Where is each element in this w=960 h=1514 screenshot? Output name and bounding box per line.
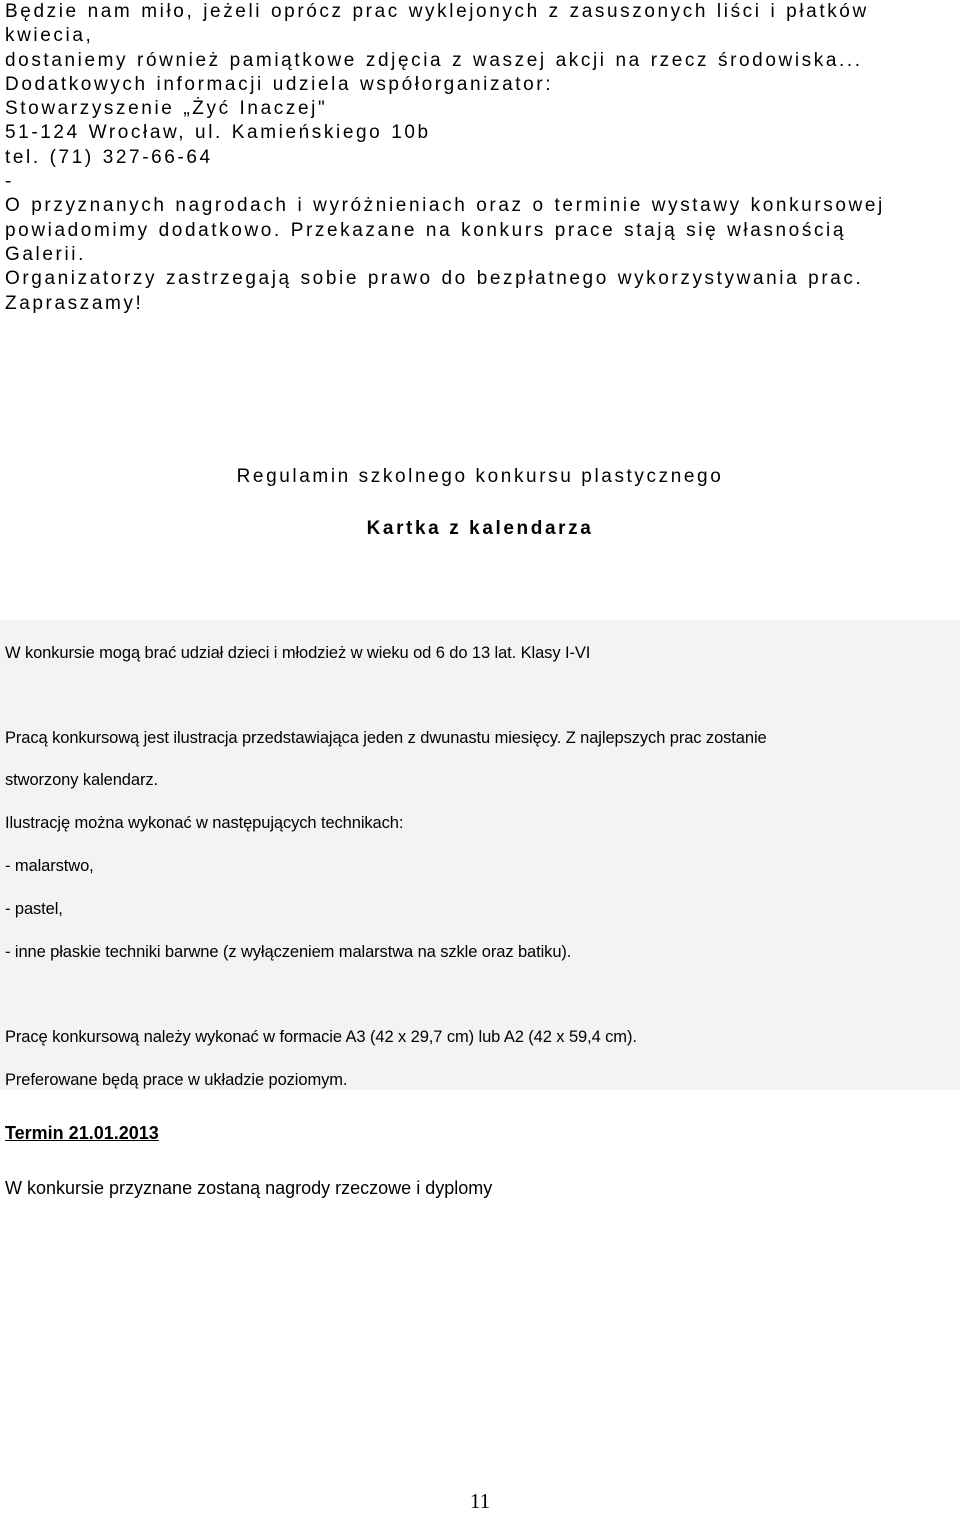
rules-paragraph-orientation: Preferowane będą prace w układzie poziomym. — [5, 1071, 348, 1089]
rules-paragraph-techniques: Ilustrację można wykonać w następujących technikach: — [5, 814, 404, 832]
prizes-line: W konkursie przyznane zostaną nagrody rzeczowe i dyplomy — [5, 1178, 493, 1198]
intro-line-phone: tel. (71) 327-66-64 — [5, 146, 213, 168]
intro-line: Będzie nam miło, jeżeli oprócz prac wyklejonych z zasuszonych liści i płatków — [5, 1, 869, 22]
rules-shaded-section — [0, 620, 960, 1090]
intro-text-block — [5, 0, 955, 316]
intro-line: powiadomimy dodatkowo. Przekazane na konkurs prace stają się własnością — [5, 219, 847, 241]
rules-technique-item: - inne płaskie techniki barwne (z wyłączeniem malarstwa na szkle oraz batiku). — [5, 943, 572, 961]
regulamin-subtitle: Kartka z kalendarza — [366, 518, 594, 539]
rules-technique-item: - pastel, — [5, 900, 63, 918]
intro-line: dostaniemy również pamiątkowe zdjęcia z waszej akcji na rzecz środowiska... — [5, 49, 863, 71]
intro-line-dash: - — [5, 171, 14, 193]
intro-line: kwiecia, — [5, 25, 94, 47]
intro-line-address: 51-124 Wrocław, ul. Kamieńskiego 10b — [5, 122, 431, 144]
intro-line: Organizatorzy zastrzegają sobie prawo do bezpłatnego wykorzystywania prac. — [5, 268, 864, 290]
rules-paragraph-format: Pracę konkursową należy wykonać w formacie A3 (42 x 29,7 cm) lub A2 (42 x 59,4 cm). — [5, 1028, 637, 1046]
intro-line: Galerii. — [5, 243, 86, 265]
intro-line-invitation: Zapraszamy! — [5, 292, 144, 314]
intro-line: O przyznanych nagrodach i wyróżnieniach oraz o terminie wystawy konkursowej — [5, 195, 885, 217]
rules-paragraph-topic: Pracą konkursową jest ilustracja przedstawiająca jeden z dwunastu miesięcy. Z najlepszych prac zostanie — [5, 729, 767, 747]
regulamin-title: Regulamin szkolnego konkursu plastycznego — [236, 466, 724, 487]
rules-paragraph-participants: W konkursie mogą brać udział dzieci i młodzież w wieku od 6 do 13 lat. Klasy I-VI — [5, 644, 591, 662]
rules-technique-item: - malarstwo, — [5, 857, 94, 875]
rules-paragraph-topic-cont: stworzony kalendarz. — [5, 771, 158, 789]
deadline-heading: Termin 21.01.2013 — [5, 1123, 159, 1143]
page-number: 11 — [469, 1489, 491, 1513]
intro-line: Dodatkowych informacji udziela współorganizator: — [5, 73, 554, 95]
intro-line-organization: Stowarzyszenie „Żyć Inaczej" — [5, 98, 328, 120]
